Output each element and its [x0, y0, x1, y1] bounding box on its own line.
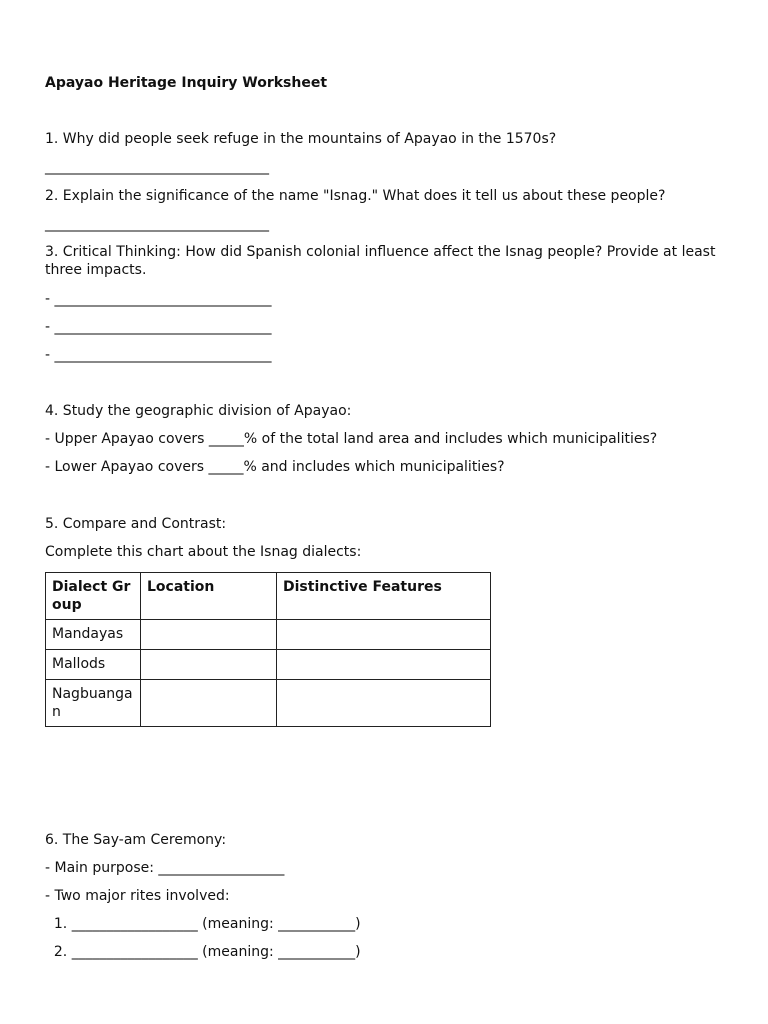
table-row	[46, 620, 491, 650]
features-cell[interactable]	[277, 620, 491, 650]
impact-line[interactable]: - _______________________________	[45, 347, 272, 363]
impact-line[interactable]: - _______________________________	[45, 291, 272, 307]
location-cell[interactable]	[141, 650, 277, 680]
dialect-name-cell: Mallods	[46, 650, 141, 680]
header-location: Location	[141, 573, 277, 620]
impact-line[interactable]: - _______________________________	[45, 319, 272, 335]
rite-line[interactable]: 2. __________________ (meaning: ___________)	[45, 944, 361, 960]
lower-apayao-item[interactable]: - Lower Apayao covers _____% and includes which municipalities?	[45, 459, 505, 475]
upper-apayao-item[interactable]: - Upper Apayao covers _____% of the total land area and includes which municipalities?	[45, 431, 658, 447]
rite-line[interactable]: 1. __________________ (meaning: ___________)	[45, 916, 361, 932]
main-purpose-line[interactable]: - Main purpose: __________________	[45, 860, 285, 876]
question-6: 6. The Say-am Ceremony:	[45, 832, 227, 848]
table-row	[46, 650, 491, 680]
question-2: 2. Explain the significance of the name "Isnag." What does it tell us about these people?	[45, 188, 666, 204]
dialect-name-cell: Nagbuangan	[46, 680, 141, 727]
answer-line-2[interactable]: ________________________________	[45, 216, 269, 232]
chart-instruction: Complete this chart about the Isnag dialects:	[45, 544, 362, 560]
features-cell[interactable]	[277, 680, 491, 727]
features-cell[interactable]	[277, 650, 491, 680]
question-1: 1. Why did people seek refuge in the mountains of Apayao in the 1570s?	[45, 131, 557, 147]
dialect-name-cell: Mandayas	[46, 620, 141, 650]
answer-line-1[interactable]: ________________________________	[45, 159, 269, 175]
header-distinctive-features: Distinctive Features	[277, 573, 491, 620]
location-cell[interactable]	[141, 620, 277, 650]
header-dialect-group: Dialect Group	[46, 573, 141, 620]
question-4: 4. Study the geographic division of Apayao:	[45, 403, 352, 419]
location-cell[interactable]	[141, 680, 277, 727]
table-row	[46, 680, 491, 727]
dialect-table	[45, 572, 491, 727]
table-header-row	[46, 573, 491, 620]
worksheet-title: Apayao Heritage Inquiry Worksheet	[45, 75, 328, 91]
rites-label: - Two major rites involved:	[45, 888, 230, 904]
question-5: 5. Compare and Contrast:	[45, 516, 227, 532]
question-3: 3. Critical Thinking: How did Spanish colonial influence affect the Isnag people? Provide at least three impacts.	[45, 244, 716, 278]
